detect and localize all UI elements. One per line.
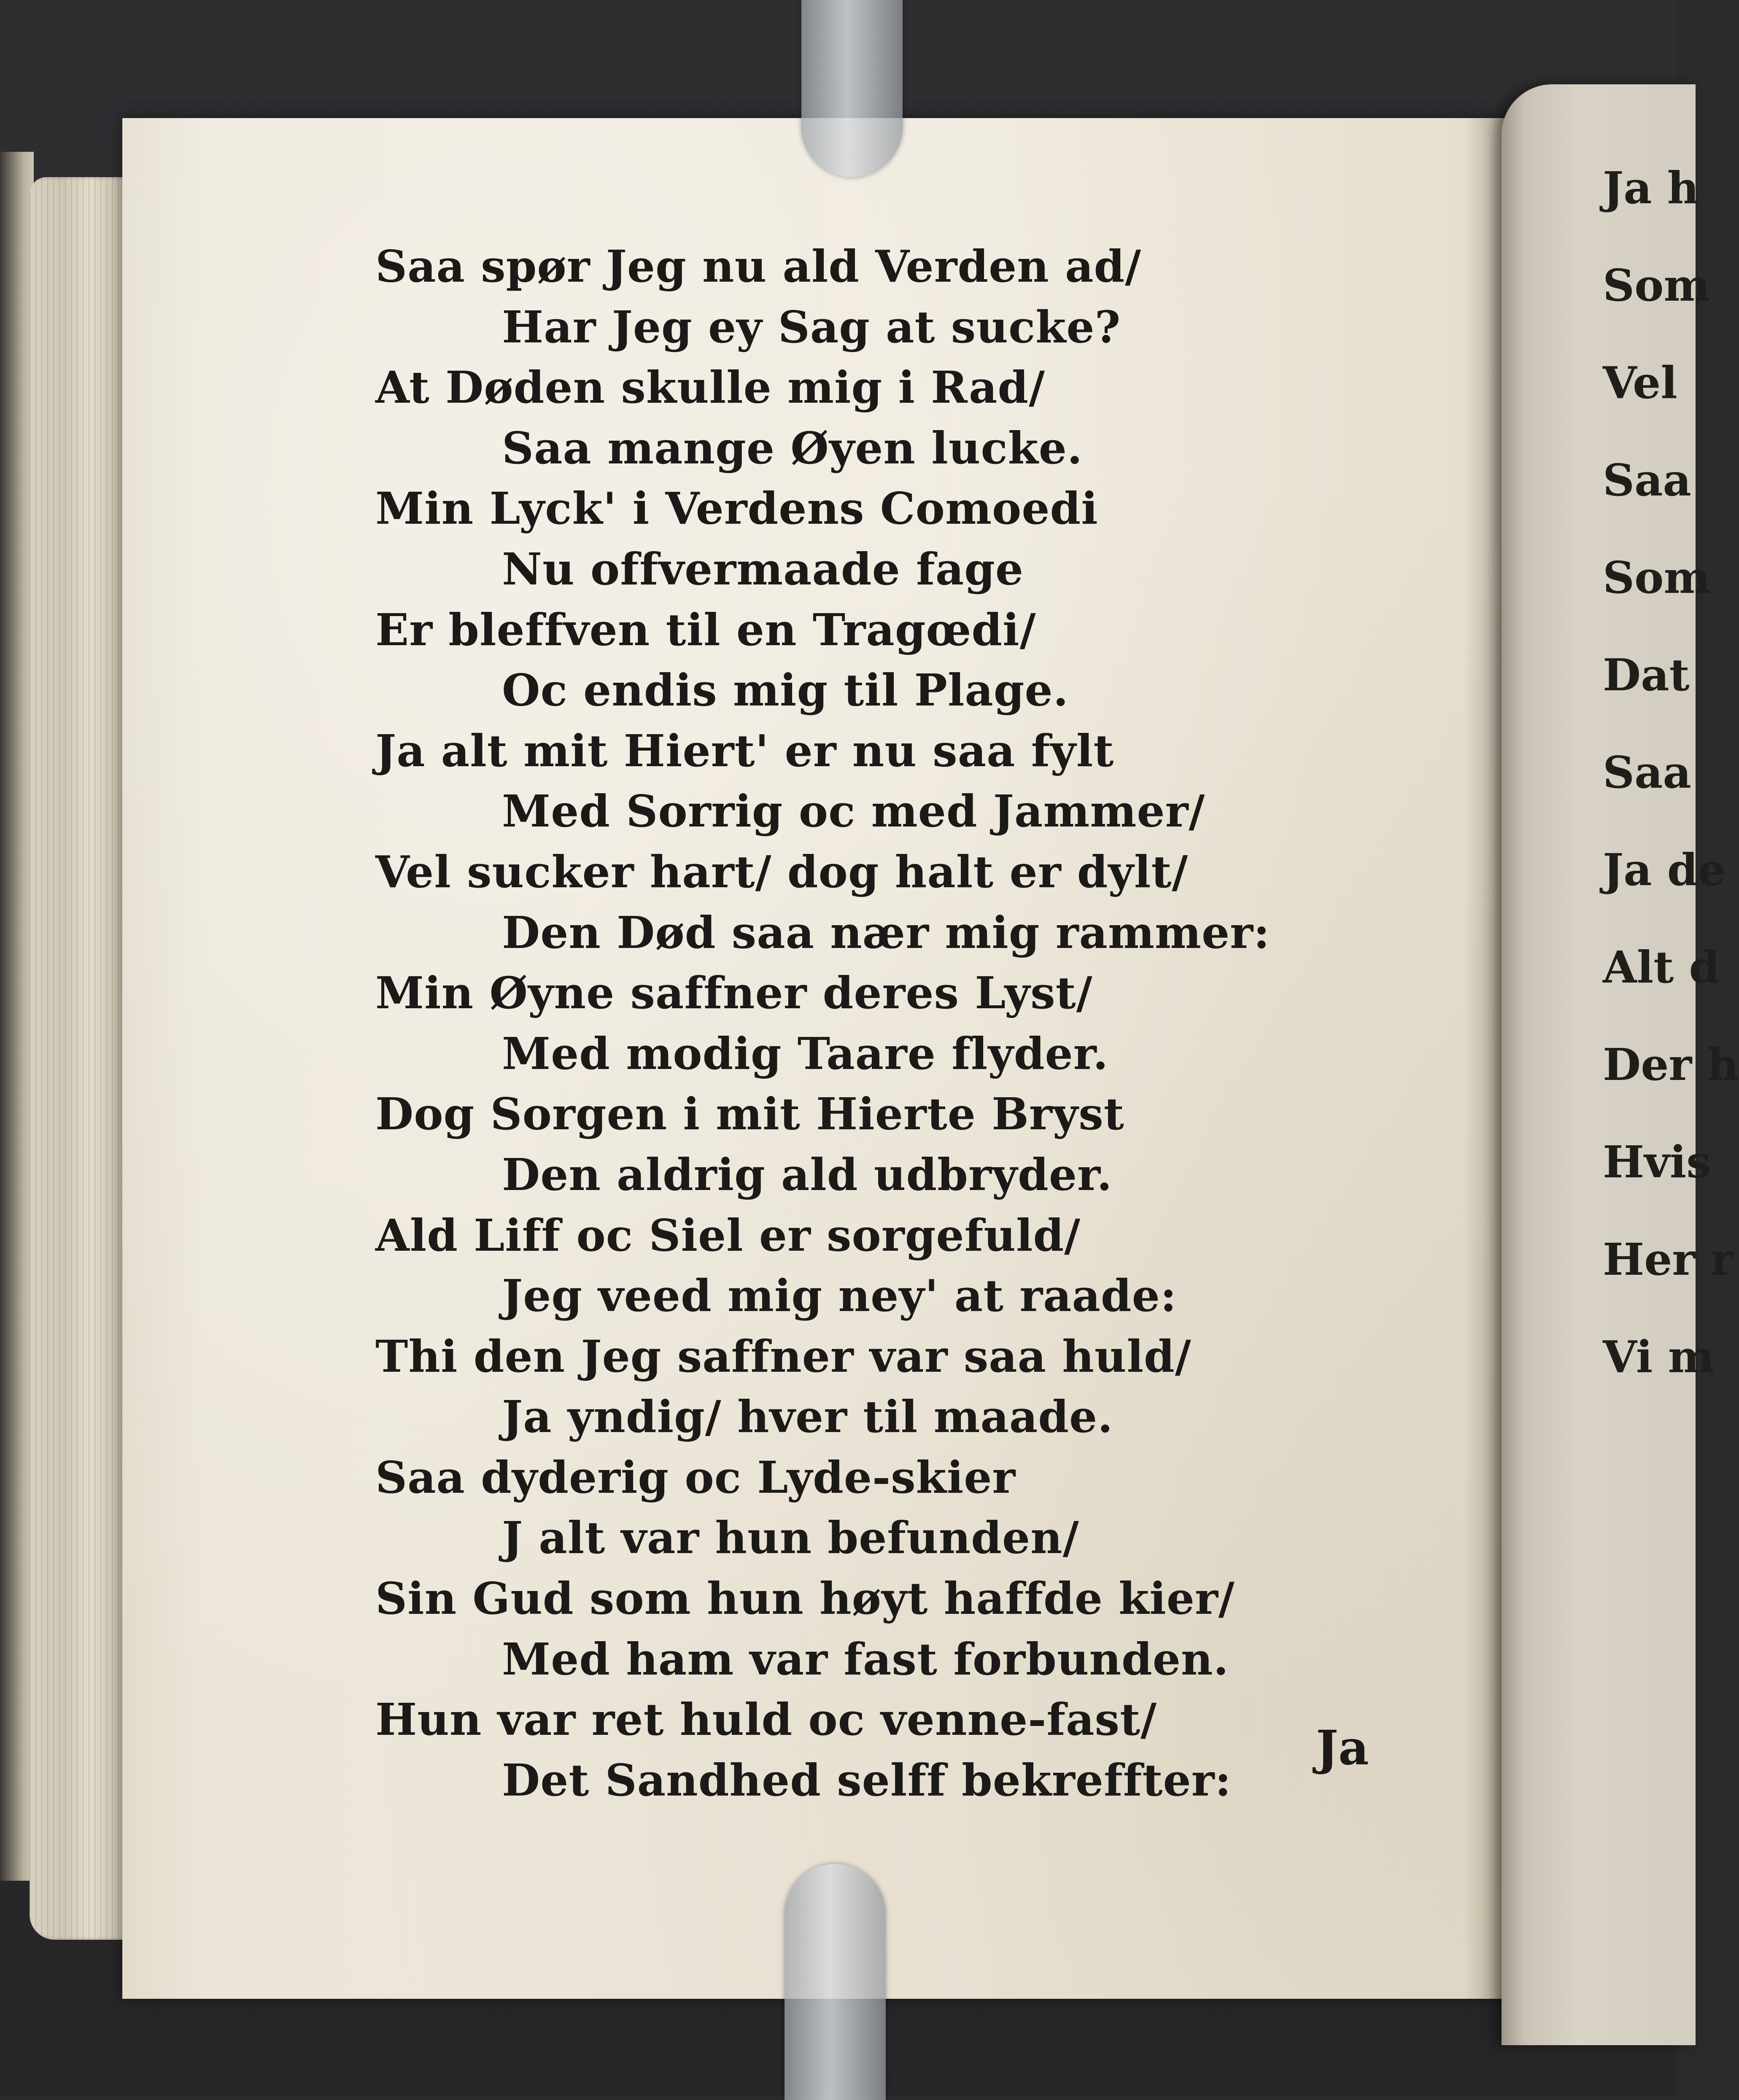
right-page-fragment: Dat: [1603, 649, 1690, 701]
poem-line: Ja alt mit Hiert' er nu saa fylt: [375, 724, 1114, 777]
poem-line: Med Sorrig oc med Jammer/: [502, 785, 1205, 837]
poem-line: J alt var hun befunden/: [502, 1512, 1079, 1564]
right-page-fragment: Saa: [1603, 454, 1691, 506]
right-page-fragment: Saa: [1603, 746, 1691, 798]
poem-text: [375, 236, 1430, 1810]
poem-line: Saa dyderig oc Lyde-skier: [375, 1451, 1016, 1503]
poem-line: Min Øyne saffner deres Lyst/: [375, 967, 1093, 1019]
poem-line: Med modig Taare flyder.: [502, 1027, 1109, 1080]
poem-line: Dog Sorgen i mit Hierte Bryst: [375, 1088, 1124, 1140]
right-page-fragment: Vi m: [1603, 1331, 1715, 1383]
right-page-fragment: Som: [1603, 259, 1710, 311]
poem-line: Ald Liff oc Siel er sorgefuld/: [375, 1209, 1081, 1261]
right-page-fragment: Der h: [1603, 1039, 1739, 1090]
poem-line: Hun var ret huld oc venne-fast/: [375, 1693, 1157, 1746]
top-page-clip: [801, 0, 903, 177]
right-page-fragment: Her r: [1603, 1233, 1734, 1285]
poem-line: At Døden skulle mig i Rad/: [375, 361, 1046, 414]
poem-line: Med ham var fast forbunden.: [502, 1633, 1229, 1685]
poem-line: Er bleffven til en Tragœdi/: [375, 603, 1036, 656]
poem-line: Den aldrig ald udbryder.: [502, 1148, 1113, 1201]
poem-line: Thi den Jeg saffner var saa huld/: [375, 1330, 1192, 1382]
poem-line: Saa spør Jeg nu ald Verden ad/: [375, 240, 1142, 292]
right-page-fragment: Hvis: [1603, 1136, 1711, 1188]
poem-line: Ja yndig/ hver til maade.: [502, 1391, 1113, 1443]
poem-line: Oc endis mig til Plage.: [502, 664, 1069, 716]
bottom-page-clip: [785, 1864, 886, 2100]
poem-line: Har Jeg ey Sag at sucke?: [502, 301, 1121, 353]
poem-line: Jeg veed mig ney' at raade:: [502, 1270, 1177, 1322]
poem-line: Saa mange Øyen lucke.: [502, 422, 1083, 474]
poem-line: Nu offvermaade fage: [502, 543, 1024, 595]
poem-line: Vel sucker hart/ dog halt er dylt/: [375, 845, 1189, 898]
poem-line: Sin Gud som hun høyt haffde kier/: [375, 1572, 1235, 1625]
poem-line: Den Død saa nær mig rammer:: [502, 906, 1270, 958]
right-page-fragment: Vel: [1603, 357, 1677, 409]
catchword: Ja: [1316, 1720, 1369, 1776]
poem-line: Det Sandhed selff bekreffter:: [502, 1754, 1232, 1806]
right-page-text-fragments: [1603, 139, 1739, 1405]
left-cover-edge: [0, 152, 34, 1881]
right-page-fragment: Alt d: [1603, 941, 1720, 993]
poem-line: Min Lyck' i Verdens Comoedi: [375, 482, 1098, 535]
right-page-fragment: Ja h: [1603, 162, 1699, 214]
right-page-fragment: Som: [1603, 552, 1710, 603]
right-page-fragment: Ja de: [1603, 844, 1726, 896]
